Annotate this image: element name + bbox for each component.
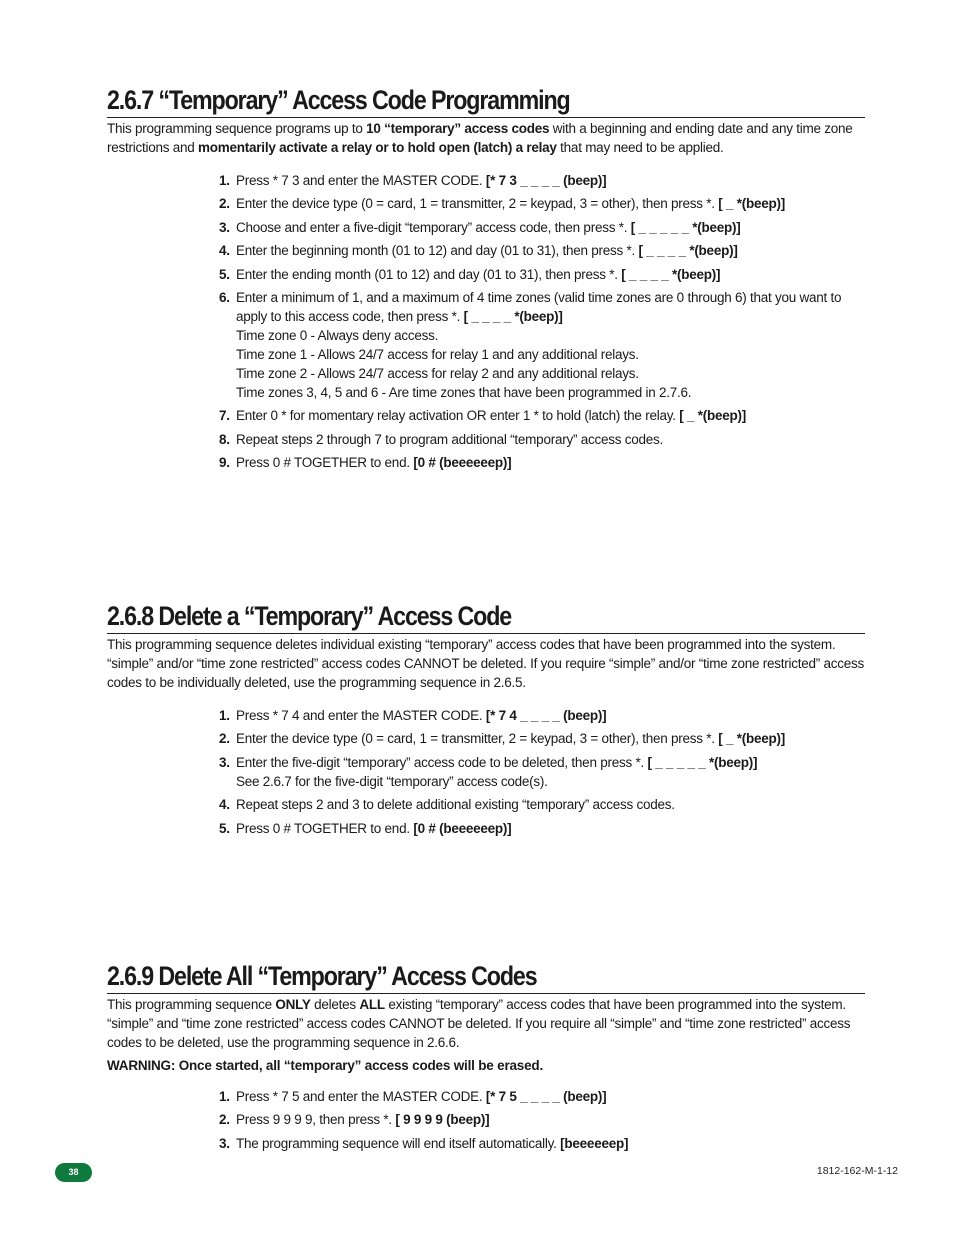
step-key-sequence: [ _ _ _ _ *(beep)] <box>638 243 738 259</box>
step-list <box>107 706 847 838</box>
section-intro <box>107 635 865 692</box>
step-text: Enter a minimum of 1, and a maximum of 4 time zones (valid time zones are 0 through 6) that you want to apply to this access code, then press *. <box>236 289 842 324</box>
step-number: 2. <box>219 196 230 212</box>
step-key-sequence: [* 7 5 _ _ _ _ (beep)] <box>485 1089 607 1104</box>
step-item <box>219 1110 847 1129</box>
step-item <box>219 706 847 725</box>
section-intro <box>107 119 865 157</box>
step-text: Press * 7 3 and enter the MASTER CODE. <box>236 173 486 188</box>
step-text: Enter the beginning month (01 to 12) and day (01 to 31), then press *. <box>236 243 639 259</box>
step-number: 5. <box>219 266 230 282</box>
step-text: Press 9 9 9 9, then press *. <box>236 1112 396 1128</box>
step-key-sequence: [ _ _ _ _ *(beep)] <box>621 266 721 282</box>
step-note: Time zones 3, 4, 5 and 6 - Are time zones that have been programmed in 2.7.6. <box>236 384 692 400</box>
warning-text: WARNING: Once started, all “temporary” access codes will be erased. <box>107 1058 544 1073</box>
heading-rule <box>107 117 865 118</box>
step-number: 3. <box>219 754 230 770</box>
section-2-6-8 <box>107 600 865 842</box>
step-text: Enter 0 * for momentary relay activation OR enter 1 * to hold (latch) the relay. <box>236 408 680 424</box>
step-text: Enter the device type (0 = card, 1 = transmitter, 2 = keypad, 3 = other), then press *. <box>236 196 719 212</box>
intro-run: This programming sequence <box>107 997 276 1012</box>
step-item <box>219 218 847 237</box>
step-number: 8. <box>219 431 230 447</box>
step-note: Time zone 2 - Allows 24/7 access for relay 2 and any additional relays. <box>236 365 639 381</box>
intro-run: This programming sequence deletes individual existing “temporary” access codes that have been programmed into the system. “simple” and/or “time zone restricted” access codes CANNOT be deleted. If you require “simple” and/or “time zone restricted” access codes to be individually deleted, use the programming sequence in 2.6.5. <box>107 637 865 690</box>
step-item <box>219 819 847 838</box>
step-key-sequence: [0 # (beeeeeep)] <box>413 820 512 836</box>
step-key-sequence: [beeeeeep] <box>560 1135 629 1151</box>
step-text: Press * 7 4 and enter the MASTER CODE. <box>236 708 486 723</box>
step-note: Time zone 1 - Allows 24/7 access for relay 1 and any additional relays. <box>236 346 639 362</box>
step-item <box>219 453 847 472</box>
step-item <box>219 171 847 190</box>
intro-run: with a beginning and ending date and any time zone restrictions and <box>107 121 853 155</box>
step-number: 2. <box>219 1112 230 1128</box>
intro-run: momentarily activate a relay or to hold open (latch) a relay <box>198 140 557 155</box>
step-item <box>219 241 847 260</box>
step-number: 5. <box>219 820 230 836</box>
step-number: 6. <box>219 289 230 305</box>
step-key-sequence: [ _ *(beep)] <box>718 731 786 747</box>
step-number: 1. <box>219 173 230 188</box>
step-key-sequence: [ _ _ _ _ _ *(beep)] <box>630 219 741 235</box>
intro-run: deletes <box>310 997 360 1012</box>
step-number: 7. <box>219 408 230 424</box>
step-key-sequence: [ _ _ _ _ *(beep)] <box>463 308 563 324</box>
step-key-sequence: [ _ *(beep)] <box>718 196 786 212</box>
heading-rule <box>107 993 865 994</box>
step-text: Choose and enter a five-digit “temporary” access code, then press *. <box>236 219 631 235</box>
step-key-sequence: [ 9 9 9 9 (beep)] <box>395 1112 490 1128</box>
step-item <box>219 1134 847 1153</box>
step-item <box>219 753 847 791</box>
section-heading: 2.6.9 Delete All “Temporary” Access Codes <box>107 961 537 991</box>
step-item <box>219 430 847 449</box>
step-text: Enter the ending month (01 to 12) and day (01 to 31), then press *. <box>236 266 622 282</box>
step-item <box>219 406 847 425</box>
intro-run: ONLY <box>275 997 311 1012</box>
step-key-sequence: [ _ _ _ _ _ *(beep)] <box>647 754 758 770</box>
intro-run: 10 “temporary” access codes <box>366 121 550 136</box>
step-item <box>219 194 847 213</box>
step-key-sequence: [0 # (beeeeeep)] <box>413 455 512 471</box>
step-text: Press 0 # TOGETHER to end. <box>236 455 414 471</box>
heading-rule <box>107 633 865 634</box>
step-number: 3. <box>219 219 230 235</box>
section-heading: 2.6.8 Delete a “Temporary” Access Code <box>107 601 512 631</box>
step-number: 1. <box>219 708 230 723</box>
step-item <box>219 288 847 402</box>
step-text: Enter the device type (0 = card, 1 = transmitter, 2 = keypad, 3 = other), then press *. <box>236 731 719 747</box>
step-number: 4. <box>219 243 230 259</box>
step-list <box>107 1087 847 1153</box>
section-intro <box>107 995 865 1052</box>
step-text: Repeat steps 2 and 3 to delete additional existing “temporary” access codes. <box>236 797 675 813</box>
step-list <box>107 171 847 472</box>
intro-run: that may need to be applied. <box>556 140 724 155</box>
step-note: See 2.6.7 for the five-digit “temporary” access code(s). <box>236 773 548 789</box>
step-key-sequence: [* 7 3 _ _ _ _ (beep)] <box>485 173 607 188</box>
step-text: Repeat steps 2 through 7 to program additional “temporary” access codes. <box>236 431 663 447</box>
section-heading: 2.6.7 “Temporary” Access Code Programming <box>107 85 570 115</box>
intro-run: ALL <box>359 997 385 1012</box>
section-2-6-7 <box>107 84 865 477</box>
step-key-sequence: [ _ *(beep)] <box>679 408 746 424</box>
step-text: Enter the five-digit “temporary” access code to be deleted, then press *. <box>236 754 648 770</box>
step-text: Press * 7 5 and enter the MASTER CODE. <box>236 1089 486 1104</box>
intro-run: existing “temporary” access codes that have been programmed into the system. “simple” and “time zone restricted” access codes CANNOT be deleted. If you require all “simple” and “time zone restricted” access codes to be deleted, use the programming sequence in 2.6.6. <box>107 997 851 1050</box>
page-number-badge: 38 <box>55 1163 92 1182</box>
step-text: Press 0 # TOGETHER to end. <box>236 820 414 836</box>
step-number: 3. <box>219 1135 230 1151</box>
step-number: 4. <box>219 797 230 813</box>
step-number: 2. <box>219 731 230 747</box>
step-number: 9. <box>219 455 230 471</box>
step-note: Time zone 0 - Always deny access. <box>236 327 439 343</box>
step-number: 1. <box>219 1089 230 1104</box>
step-item <box>219 265 847 284</box>
step-key-sequence: [* 7 4 _ _ _ _ (beep)] <box>485 708 607 723</box>
step-item <box>219 729 847 748</box>
intro-run: This programming sequence programs up to <box>107 121 367 136</box>
section-2-6-9 <box>107 960 865 1157</box>
step-text: The programming sequence will end itself automatically. <box>236 1135 561 1151</box>
document-code: 1812-162-M-1-12 <box>816 1165 898 1177</box>
step-item <box>219 1087 847 1106</box>
step-item <box>219 795 847 814</box>
